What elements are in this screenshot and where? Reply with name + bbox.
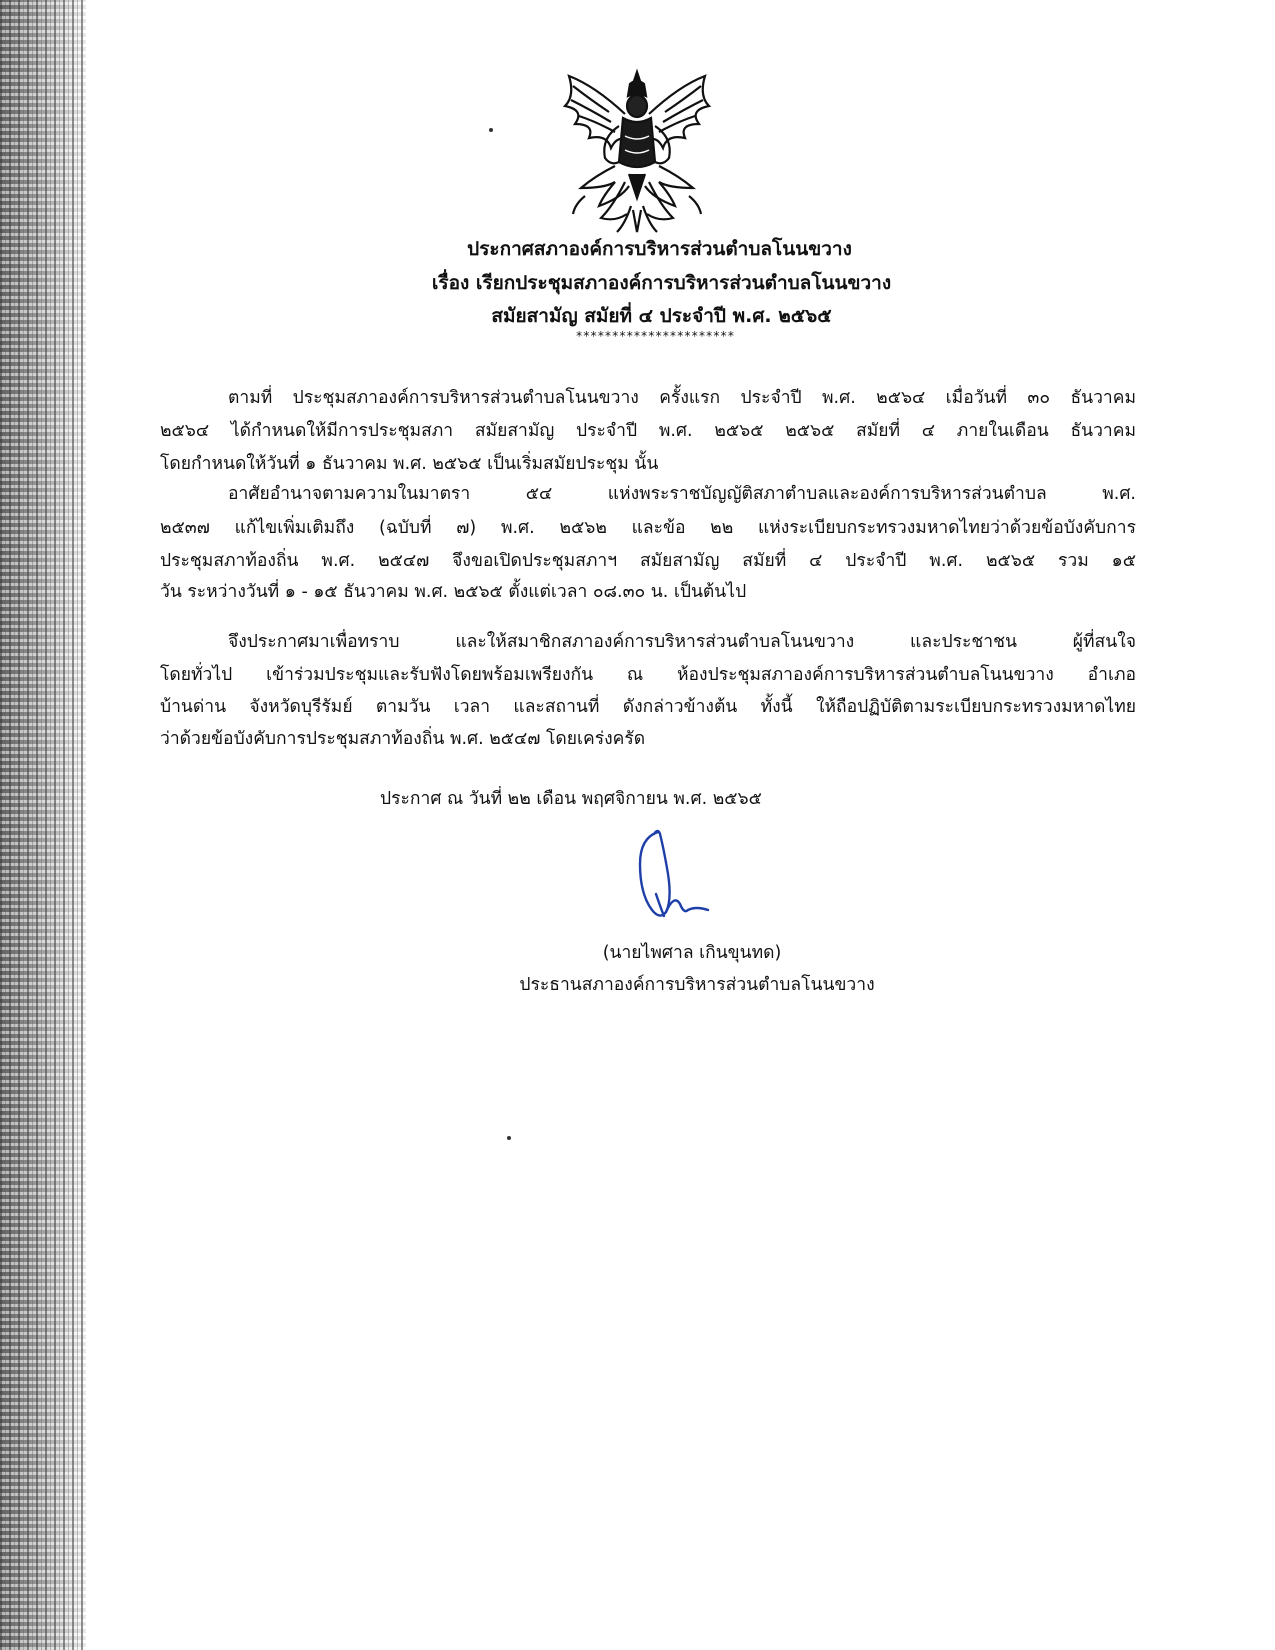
announcement-subject: เรื่อง เรียกประชุมสภาองค์การบริหารส่วนตำบลโนนขวาง	[431, 272, 892, 294]
paragraph-3-line-3: บ้านด่าน จังหวัดบุรีรัมย์ ตามวัน เวลา และสถานที่ ดังกล่าวข้างต้น ทั้งนี้ ให้ถือปฏิบัติตามระเบียบกระทรวงมหาดไทย	[160, 697, 1136, 717]
scan-speck	[507, 1136, 511, 1140]
paragraph-2-line-2: ๒๕๓๗ แก้ไขเพิ่มเติมถึง (ฉบับที่ ๗) พ.ศ. ๒๕๖๒ และข้อ ๒๒ แห่งระเบียบกระทรวงมหาดไทยว่าด้วยข้อบังคับการ	[160, 518, 1136, 538]
paragraph-3-line-2: โดยทั่วไป เข้าร่วมประชุมและรับฟังโดยพร้อมเพรียงกัน ณ ห้องประชุมสภาองค์การบริหารส่วนตำบลโนนขวาง อำเภอ	[160, 665, 1136, 685]
paragraph-1-line-3: โดยกำหนดให้วันที่ ๑ ธันวาคม พ.ศ. ๒๕๖๕ เป็นเริ่มสมัยประชุม นั้น	[160, 454, 659, 474]
announcement-session: สมัยสามัญ สมัยที่ ๔ ประจำปี พ.ศ. ๒๕๖๕	[491, 305, 832, 327]
signer-name: (นายไพศาล เกินขุนทด)	[602, 943, 782, 963]
paragraph-2-line-4: วัน ระหว่างวันที่ ๑ - ๑๕ ธันวาคม พ.ศ. ๒๕๖๕ ตั้งแต่เวลา ๐๘.๓๐ น. เป็นต้นไป	[160, 582, 747, 602]
announcement-title: ประกาศสภาองค์การบริหารส่วนตำบลโนนขวาง	[467, 238, 852, 260]
signature	[630, 824, 720, 924]
paragraph-3-line-4: ว่าด้วยข้อบังคับการประชุมสภาท้องถิ่น พ.ศ. ๒๕๔๗ โดยเคร่งครัด	[160, 729, 646, 749]
signer-position: ประธานสภาองค์การบริหารส่วนตำบลโนนขวาง	[519, 975, 875, 995]
paragraph-1-line-1: ตามที่ ประชุมสภาองค์การบริหารส่วนตำบลโนนขวาง ครั้งแรก ประจำปี พ.ศ. ๒๕๖๔ เมื่อวันที่ ๓๐ ธันวาคม	[228, 388, 1136, 408]
garuda-emblem	[555, 66, 720, 236]
paragraph-1-line-2: ๒๕๖๔ ได้กำหนดให้มีการประชุมสภา สมัยสามัญ ประจำปี พ.ศ. ๒๕๖๕ ๒๕๖๕ สมัยที่ ๔ ภายในเดือน ธันวาคม	[160, 421, 1136, 441]
paragraph-3-line-1: จึงประกาศมาเพื่อทราบ และให้สมาชิกสภาองค์การบริหารส่วนตำบลโนนขวาง และประชาชน ผู้ที่สนใจ	[228, 632, 1136, 652]
paragraph-2-line-3: ประชุมสภาท้องถิ่น พ.ศ. ๒๕๔๗ จึงขอเปิดประชุมสภาฯ สมัยสามัญ สมัยที่ ๔ ประจำปี พ.ศ. ๒๕๖๕ รวม ๑๕	[160, 551, 1136, 571]
scan-speck	[489, 128, 493, 132]
header-divider: **********************	[575, 329, 735, 343]
paragraph-2-line-1: อาศัยอำนาจตามความในมาตรา ๕๔ แห่งพระราชบัญญัติสภาตำบลและองค์การบริหารส่วนตำบล พ.ศ.	[228, 484, 1136, 504]
announcement-date: ประกาศ ณ วันที่ ๒๒ เดือน พฤศจิกายน พ.ศ. ๒๕๖๕	[380, 789, 762, 809]
